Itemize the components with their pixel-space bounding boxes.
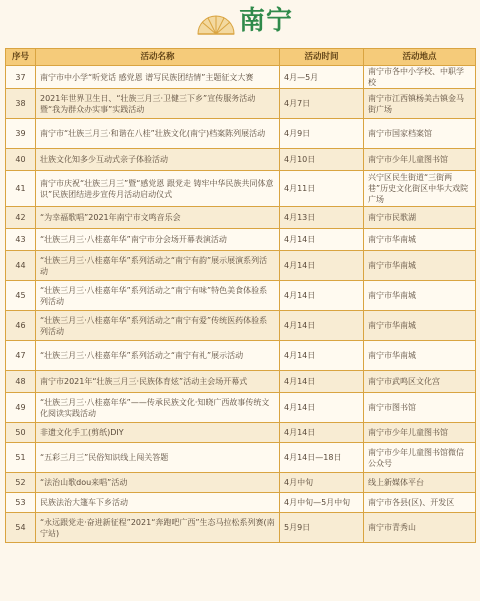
table-row bbox=[6, 311, 476, 341]
cell-time: 4月10日 bbox=[280, 149, 364, 171]
cell-number: 40 bbox=[6, 149, 36, 171]
cell-place: 南宁市各中小学校、中职学校 bbox=[364, 66, 476, 89]
cell-number: 44 bbox=[6, 251, 36, 281]
cell-name: “壮族三月三·八桂嘉年华”——传承民族文化·知晓广西故事传统文化阅读实践活动 bbox=[36, 393, 280, 423]
page-header bbox=[0, 0, 480, 44]
cell-time: 4月—5月 bbox=[280, 66, 364, 89]
cell-number: 51 bbox=[6, 443, 36, 473]
cell-place: 南宁市民歌湖 bbox=[364, 207, 476, 229]
cell-time: 4月中旬 bbox=[280, 473, 364, 493]
cell-name: 南宁市“壮族三月三·和谐在八桂”壮族文化(南宁)档案陈列展活动 bbox=[36, 119, 280, 149]
cell-number: 48 bbox=[6, 371, 36, 393]
cell-name: 南宁市2021年“壮族三月三·民族体育炫”活动主会场开幕式 bbox=[36, 371, 280, 393]
cell-time: 4月14日 bbox=[280, 251, 364, 281]
table-row bbox=[6, 473, 476, 493]
table-row bbox=[6, 229, 476, 251]
cell-name: 非遗文化手工(剪纸)DIY bbox=[36, 423, 280, 443]
cell-number: 45 bbox=[6, 281, 36, 311]
table-row bbox=[6, 281, 476, 311]
column-header-name: 活动名称 bbox=[36, 49, 280, 66]
cell-name: “五彩三月三”民俗知识线上闯关答题 bbox=[36, 443, 280, 473]
cell-number: 49 bbox=[6, 393, 36, 423]
cell-number: 46 bbox=[6, 311, 36, 341]
column-header-time: 活动时间 bbox=[280, 49, 364, 66]
cell-number: 38 bbox=[6, 89, 36, 119]
table-row bbox=[6, 493, 476, 513]
cell-time: 4月7日 bbox=[280, 89, 364, 119]
cell-time: 4月14日 bbox=[280, 229, 364, 251]
cell-place: 南宁市图书馆 bbox=[364, 393, 476, 423]
cell-time: 4月14日 bbox=[280, 371, 364, 393]
cell-time: 4月14日 bbox=[280, 311, 364, 341]
table-row bbox=[6, 119, 476, 149]
cell-name: “壮族三月三·八桂嘉年华”系列活动之“南宁有味”特色美食体验系列活动 bbox=[36, 281, 280, 311]
cell-time: 4月14日 bbox=[280, 281, 364, 311]
cell-place: 南宁市华南城 bbox=[364, 281, 476, 311]
table-row bbox=[6, 171, 476, 207]
table-row bbox=[6, 207, 476, 229]
cell-time: 4月14日 bbox=[280, 393, 364, 423]
cell-place: 南宁市江西镇杨美古镇金马街广场 bbox=[364, 89, 476, 119]
cell-number: 37 bbox=[6, 66, 36, 89]
cell-number: 41 bbox=[6, 171, 36, 207]
cell-place: 南宁市青秀山 bbox=[364, 513, 476, 543]
cell-place: 南宁市武鸣区文化宫 bbox=[364, 371, 476, 393]
table-row bbox=[6, 371, 476, 393]
cell-name: “壮族三月三·八桂嘉年华”系列活动之“南宁有韵”展示展演系列活动 bbox=[36, 251, 280, 281]
cell-number: 39 bbox=[6, 119, 36, 149]
events-table bbox=[5, 48, 476, 543]
table-row bbox=[6, 393, 476, 423]
cell-place: 线上新媒体平台 bbox=[364, 473, 476, 493]
cell-place: 南宁市国家档案馆 bbox=[364, 119, 476, 149]
cell-name: “永远跟党走·奋进新征程”2021“奔跑吧广西”生态马拉松系列赛(南宁站) bbox=[36, 513, 280, 543]
cell-time: 4月中旬—5月中旬 bbox=[280, 493, 364, 513]
cell-number: 54 bbox=[6, 513, 36, 543]
cell-place: 南宁市各县(区)、开发区 bbox=[364, 493, 476, 513]
cell-name: 壮族文化知多少互动式亲子体验活动 bbox=[36, 149, 280, 171]
cell-name: “壮族三月三·八桂嘉年华”系列活动之“南宁有礼”展示活动 bbox=[36, 341, 280, 371]
table-row bbox=[6, 513, 476, 543]
cell-place: 兴宁区民生街道“三街两巷”历史文化街区中华大戏院广场 bbox=[364, 171, 476, 207]
cell-place: 南宁市少年儿童图书馆微信公众号 bbox=[364, 443, 476, 473]
cell-number: 50 bbox=[6, 423, 36, 443]
table-row bbox=[6, 443, 476, 473]
cell-name: “壮族三月三·八桂嘉年华”南宁市分会场开幕表演活动 bbox=[36, 229, 280, 251]
cell-number: 52 bbox=[6, 473, 36, 493]
cell-name: 南宁市中小学“听党话 感党恩 谱写民族团结情”主题征文大赛 bbox=[36, 66, 280, 89]
cell-number: 53 bbox=[6, 493, 36, 513]
cell-time: 5月9日 bbox=[280, 513, 364, 543]
table-header-row bbox=[6, 49, 476, 66]
column-header-number: 序号 bbox=[6, 49, 36, 66]
cell-name: “为幸福歌唱”2021年南宁市文鸣音乐会 bbox=[36, 207, 280, 229]
table-row bbox=[6, 423, 476, 443]
cell-place: 南宁市华南城 bbox=[364, 229, 476, 251]
cell-number: 47 bbox=[6, 341, 36, 371]
cell-name: “法治山歌dou来唱”活动 bbox=[36, 473, 280, 493]
cell-name: “壮族三月三·八桂嘉年华”系列活动之“南宁有爱”传统医药体验系列活动 bbox=[36, 311, 280, 341]
lotus-fan-emblem-icon bbox=[196, 8, 236, 36]
cell-place: 南宁市少年儿童图书馆 bbox=[364, 149, 476, 171]
cell-place: 南宁市华南城 bbox=[364, 341, 476, 371]
cell-time: 4月14日 bbox=[280, 341, 364, 371]
cell-time: 4月13日 bbox=[280, 207, 364, 229]
cell-number: 42 bbox=[6, 207, 36, 229]
table-row bbox=[6, 251, 476, 281]
table-row bbox=[6, 89, 476, 119]
table-row bbox=[6, 66, 476, 89]
cell-time: 4月14日—18日 bbox=[280, 443, 364, 473]
table-row bbox=[6, 341, 476, 371]
cell-time: 4月14日 bbox=[280, 423, 364, 443]
cell-number: 43 bbox=[6, 229, 36, 251]
column-header-place: 活动地点 bbox=[364, 49, 476, 66]
cell-name: 南宁市庆祝“壮族三月三”暨“感党恩 跟党走 铸牢中华民族共同体意识”民族团结进步宣传月活动启动仪式 bbox=[36, 171, 280, 207]
page-title: 南宁 bbox=[239, 6, 294, 36]
cell-time: 4月9日 bbox=[280, 119, 364, 149]
cell-place: 南宁市华南城 bbox=[364, 251, 476, 281]
cell-time: 4月11日 bbox=[280, 171, 364, 207]
cell-place: 南宁市少年儿童图书馆 bbox=[364, 423, 476, 443]
cell-place: 南宁市华南城 bbox=[364, 311, 476, 341]
table-row bbox=[6, 149, 476, 171]
cell-name: 2021年世界卫生日、“壮族三月三·卫健三下乡”宣传服务活动暨“我为群众办实事”实践活动 bbox=[36, 89, 280, 119]
cell-name: 民族法治大篷车下乡活动 bbox=[36, 493, 280, 513]
